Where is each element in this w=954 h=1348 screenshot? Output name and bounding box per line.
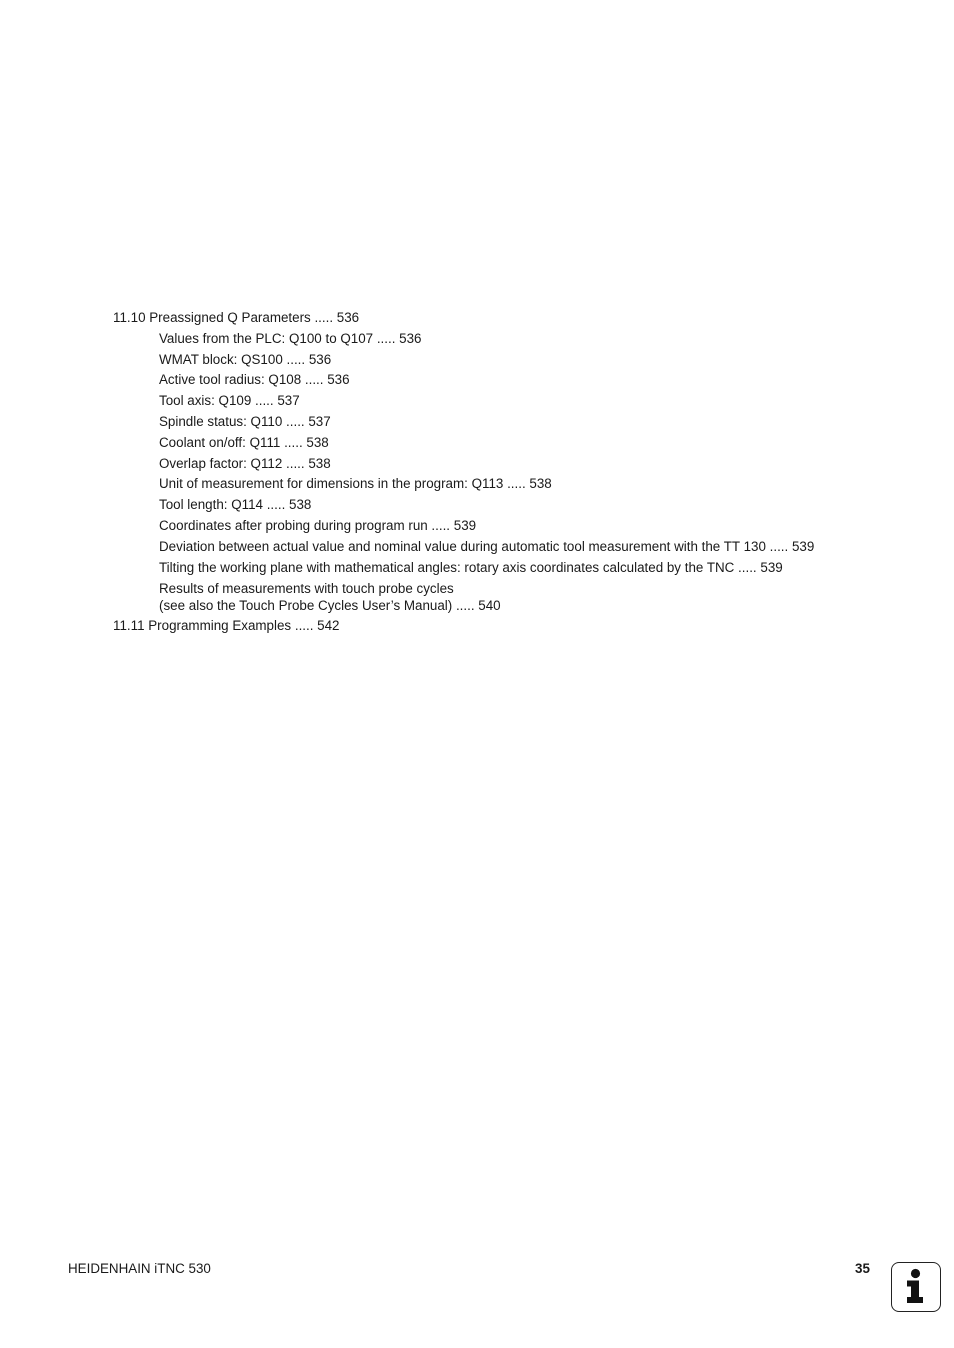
toc-section-heading: 11.11 Programming Examples ..... 542 <box>113 618 340 634</box>
footer-product-name: HEIDENHAIN iTNC 530 <box>68 1261 211 1276</box>
toc-entry-line: Results of measurements with touch probe cycles <box>159 581 454 597</box>
toc-entry: Tool length: Q114 ..... 538 <box>159 497 312 513</box>
toc-entry: Active tool radius: Q108 ..... 536 <box>159 372 350 388</box>
toc-entry: Overlap factor: Q112 ..... 538 <box>159 455 331 471</box>
toc-entry: Values from the PLC: Q100 to Q107 ..... 536 <box>159 330 422 346</box>
toc-entry: Tilting the working plane with mathematical angles: rotary axis coordinates calculated by the TNC ..... 539 <box>159 559 783 575</box>
toc-entry-multiline <box>159 578 913 616</box>
toc-entry: Deviation between actual value and nominal value during automatic tool measurement with the TT 130 ..... 539 <box>159 538 815 554</box>
toc-entry: WMAT block: QS100 ..... 536 <box>159 351 332 367</box>
info-icon <box>891 1262 941 1312</box>
toc-entry: Tool axis: Q109 ..... 537 <box>159 393 300 409</box>
toc-entry: Spindle status: Q110 ..... 537 <box>159 413 331 429</box>
page-number: 35 <box>855 1261 870 1276</box>
toc-entry: Coordinates after probing during program run ..... 539 <box>159 517 477 533</box>
toc-entry: Coolant on/off: Q111 ..... 538 <box>159 434 329 450</box>
table-of-contents <box>113 308 913 637</box>
toc-section-heading: 11.10 Preassigned Q Parameters ..... 536 <box>113 310 360 325</box>
toc-entry-line: (see also the Touch Probe Cycles User’s Manual) ..... 540 <box>159 598 501 614</box>
toc-entry: Unit of measurement for dimensions in the program: Q113 ..... 538 <box>159 476 552 492</box>
